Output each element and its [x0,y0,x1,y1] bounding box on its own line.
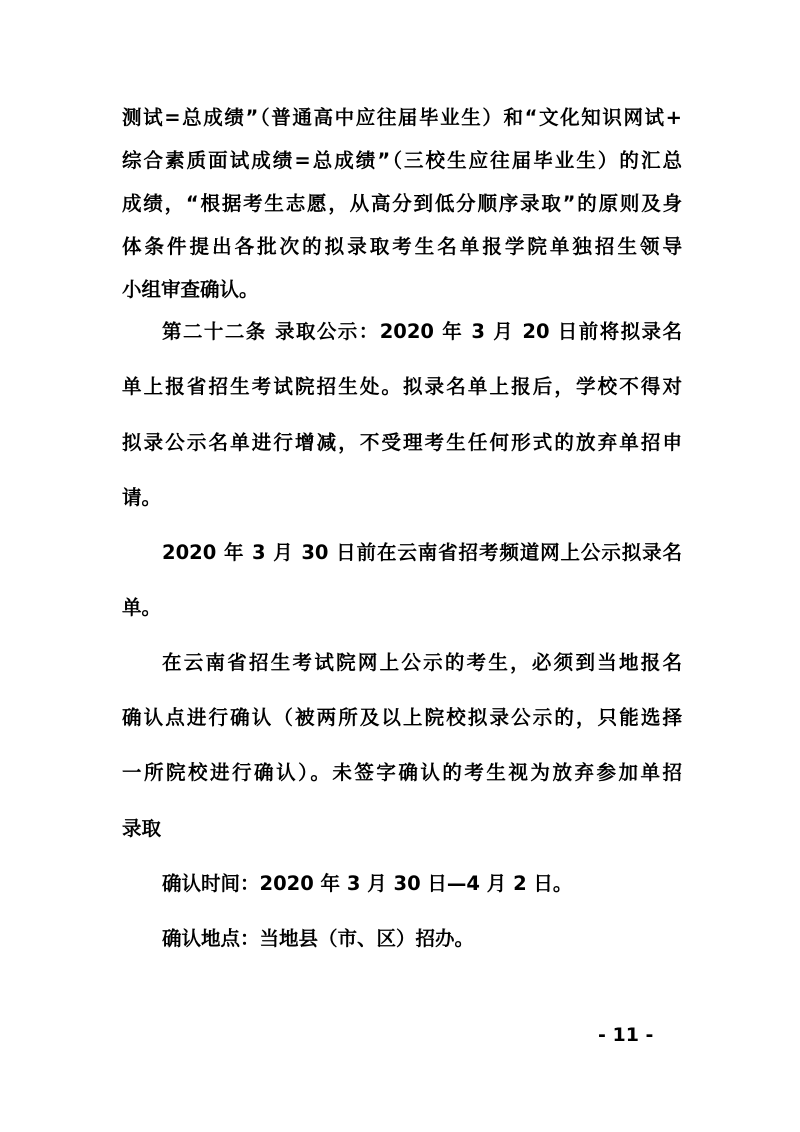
paragraph-line: 2020 年 3 月 30 日前在云南省招考频道网上公示拟录名 [162,541,682,564]
article-heading-line: 第二十二条 录取公示：2020 年 3 月 20 日前将拟录名 [162,320,682,343]
confirm-time-line: 确认时间：2020 年 3 月 30 日—4 月 2 日。 [162,872,573,895]
paragraph-line: 体条件提出各批次的拟录取考生名单报学院单独招生领导 [122,235,682,258]
paragraph-line: 小组审查确认。 [122,278,259,301]
page-number: - 11 - [598,1024,654,1046]
paragraph-line: 测试=总成绩”（普通高中应往届毕业生）和“文化知识网试+ [122,106,682,129]
paragraph-line: 在云南省招生考试院网上公示的考生，必须到当地报名 [162,651,682,674]
paragraph-line: 确认点进行确认（被两所及以上院校拟录公示的，只能选择 [122,706,682,729]
paragraph-line: 单。 [122,596,162,619]
confirm-place-line: 确认地点：当地县（市、区）招办。 [162,927,475,950]
paragraph-line: 单上报省招生考试院招生处。拟录名单上报后，学校不得对 [122,375,682,398]
paragraph-line: 请。 [122,486,162,509]
paragraph-line: 成绩，“根据考生志愿，从高分到低分顺序录取”的原则及身 [122,192,682,215]
paragraph-line: 一所院校进行确认）。未签字确认的考生视为放弃参加单招 [122,761,682,784]
paragraph-line: 综合素质面试成绩=总成绩”（三校生应往届毕业生）的汇总 [122,149,682,172]
paragraph-line: 录取 [122,817,162,840]
paragraph-line: 拟录公示名单进行增减，不受理考生任何形式的放弃单招申 [122,431,682,454]
